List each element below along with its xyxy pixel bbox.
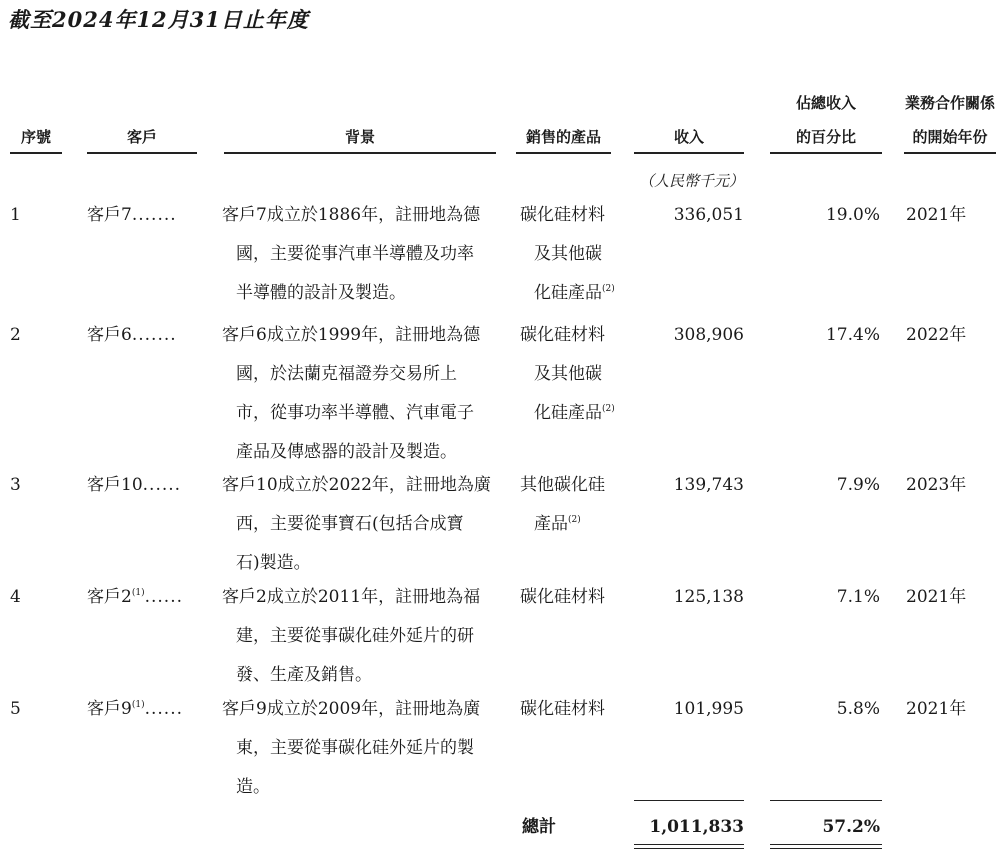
row-products-text: 產品	[534, 514, 568, 534]
row-customer	[87, 466, 181, 505]
row-customer-dots: .......	[131, 325, 177, 345]
row-revenue: 336,051	[673, 205, 744, 225]
total-revenue: 1,011,833	[649, 817, 744, 837]
row-products-line	[520, 394, 615, 433]
header-rule-customer	[87, 152, 197, 154]
row-products-text: 碳化硅材料	[520, 205, 605, 225]
row-background	[222, 690, 502, 807]
row-background-line: 國，於法蘭克福證券交易所上	[236, 364, 457, 384]
row-revenue: 139,743	[673, 475, 744, 495]
page-title: 截至2024年12月31日止年度	[8, 7, 309, 32]
row-seq: 1	[10, 205, 21, 225]
row-customer-dots: ......	[142, 475, 182, 495]
row-customer	[87, 316, 177, 355]
row-products	[520, 578, 605, 617]
row-start-year: 2021年	[906, 699, 967, 719]
row-products	[520, 196, 615, 313]
total-rule-bottom2-revenue	[634, 848, 744, 849]
header-seq: 序號	[20, 128, 51, 146]
header-rule-seq	[10, 152, 62, 154]
total-label: 總計	[522, 817, 556, 837]
row-products-note: (2)	[602, 284, 615, 294]
row-products-line	[520, 196, 615, 235]
row-background-line: 東，主要從事碳化硅外延片的製	[236, 738, 474, 758]
header-products: 銷售的產品	[525, 128, 601, 146]
row-products-text: 化硅產品	[534, 283, 602, 303]
row-seq: 2	[10, 325, 21, 345]
row-customer	[87, 690, 183, 729]
row-customer-name: 客戶2	[87, 587, 132, 607]
row-background	[222, 466, 502, 583]
header-revenue: 收入	[673, 128, 704, 146]
row-products-text: 碳化硅材料	[520, 699, 605, 719]
row-background-line: 客戶7成立於1886年，註冊地為德	[222, 205, 481, 225]
header-rule-pct	[770, 152, 882, 154]
row-background	[222, 196, 502, 313]
header-rule-products	[516, 152, 611, 154]
row-products-line	[520, 355, 615, 394]
total-rule-bottom1-pct	[770, 844, 882, 845]
row-revenue: 308,906	[673, 325, 744, 345]
header-pct-line2: 的百分比	[795, 128, 856, 146]
header-background: 背景	[344, 128, 375, 146]
header-customer: 客戶	[126, 128, 157, 146]
row-customer-name: 客戶6	[87, 325, 132, 345]
row-pct: 19.0%	[825, 205, 880, 225]
row-customer-note: (1)	[131, 588, 145, 598]
row-products-text: 及其他碳	[534, 244, 602, 264]
row-background-line: 國，主要從事汽車半導體及功率	[236, 244, 474, 264]
header-start-line2: 的開始年份	[912, 128, 988, 146]
row-background-line: 半導體的設計及製造。	[236, 283, 406, 303]
row-products-line	[520, 505, 605, 544]
header-pct-line1: 佔總收入	[795, 94, 856, 112]
header-rule-start	[904, 152, 996, 154]
row-customer	[87, 196, 177, 235]
row-background-line: 產品及傳感器的設計及製造。	[236, 442, 457, 462]
row-products-line	[520, 578, 605, 617]
row-background-line: 造。	[236, 777, 270, 797]
row-start-year: 2021年	[906, 205, 967, 225]
row-products-text: 化硅產品	[534, 403, 602, 423]
total-rule-top-revenue	[634, 800, 744, 801]
row-background-line: 西，主要從事寶石(包括合成寶	[236, 514, 464, 534]
row-products-text: 及其他碳	[534, 364, 602, 384]
total-rule-bottom1-revenue	[634, 844, 744, 845]
header-rule-background	[224, 152, 496, 154]
row-products-text: 其他碳化硅	[520, 475, 605, 495]
total-rule-top-pct	[770, 800, 882, 801]
row-background-line: 客戶9成立於2009年，註冊地為廣	[222, 699, 481, 719]
row-customer-note: (1)	[131, 700, 145, 710]
row-products	[520, 466, 605, 544]
total-rule-bottom2-pct	[770, 848, 882, 849]
row-products-text: 碳化硅材料	[520, 587, 605, 607]
row-revenue: 125,138	[673, 587, 744, 607]
row-customer-dots: ......	[144, 699, 184, 719]
row-products	[520, 316, 615, 433]
row-background	[222, 578, 502, 695]
row-seq: 3	[10, 475, 21, 495]
row-background-line: 建，主要從事碳化硅外延片的研	[236, 626, 474, 646]
row-background	[222, 316, 502, 472]
row-products-note: (2)	[602, 404, 615, 414]
row-background-line: 客戶2成立於2011年，註冊地為福	[222, 587, 481, 607]
row-pct: 17.4%	[825, 325, 880, 345]
row-pct: 7.1%	[836, 587, 880, 607]
row-background-line: 客戶10成立於2022年，註冊地為廣	[222, 475, 491, 495]
row-customer-name: 客戶9	[87, 699, 132, 719]
row-start-year: 2023年	[906, 475, 967, 495]
row-customer-name: 客戶7	[87, 205, 132, 225]
header-start-line1: 業務合作關係	[904, 94, 995, 112]
row-products	[520, 690, 605, 729]
row-start-year: 2021年	[906, 587, 967, 607]
row-products-note: (2)	[568, 515, 581, 525]
total-pct: 57.2%	[822, 817, 880, 837]
row-products-text: 碳化硅材料	[520, 325, 605, 345]
row-background-line: 市，從事功率半導體、汽車電子	[236, 403, 474, 423]
row-products-line	[520, 235, 615, 274]
row-customer	[87, 578, 183, 617]
row-start-year: 2022年	[906, 325, 967, 345]
row-products-line	[520, 316, 615, 355]
row-customer-dots: ......	[144, 587, 184, 607]
row-products-line	[520, 466, 605, 505]
row-products-line	[520, 274, 615, 313]
row-customer-name: 客戶10	[87, 475, 143, 495]
revenue-unit: （人民幣千元）	[638, 172, 744, 190]
row-background-line: 石)製造。	[236, 553, 311, 573]
row-revenue: 101,995	[673, 699, 744, 719]
row-pct: 7.9%	[836, 475, 880, 495]
row-products-line	[520, 690, 605, 729]
row-background-line: 發、生產及銷售。	[236, 665, 372, 685]
row-pct: 5.8%	[836, 699, 880, 719]
header-rule-revenue	[634, 152, 744, 154]
row-seq: 4	[10, 587, 21, 607]
row-background-line: 客戶6成立於1999年，註冊地為德	[222, 325, 481, 345]
row-seq: 5	[10, 699, 21, 719]
row-customer-dots: .......	[131, 205, 177, 225]
